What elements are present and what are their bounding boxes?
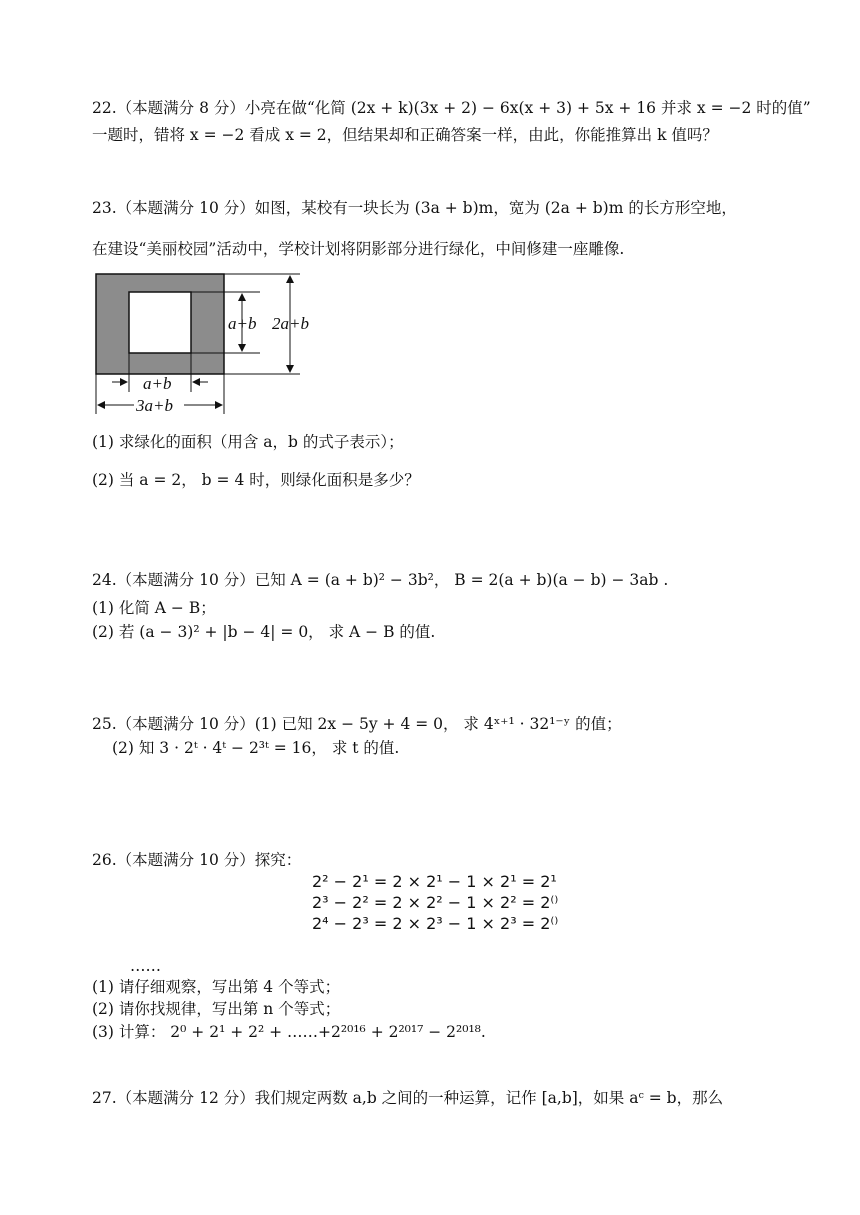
q26-eq1: 2² − 2¹ = 2 × 2¹ − 1 × 2¹ = 2¹: [312, 872, 557, 891]
q23-part1: (1) 求绿化的面积（用含 a，b 的式子表示）；: [92, 433, 404, 451]
q26-eq3: 2⁴ − 2³ = 2 × 2³ − 1 × 2³ = 2⁽⁾: [312, 914, 559, 933]
q24-part1: (1) 化简 A − B；: [92, 599, 216, 617]
q26-eq2: 2³ − 2² = 2 × 2² − 1 × 2² = 2⁽⁾: [312, 893, 559, 912]
q24-line1: 24.（本题满分 10 分）已知 A = (a + b)² − 3b²， B = 2(a + b)(a − b) − 3ab .: [92, 571, 669, 589]
q27-line1: 27.（本题满分 12 分）我们规定两数 a,b 之间的一种运算，记作 [a,b]，如果 aᶜ = b，那么: [92, 1089, 724, 1107]
q26-line1: 26.（本题满分 10 分）探究：: [92, 851, 302, 869]
q24-part2: (2) 若 (a − 3)² + |b − 4| = 0， 求 A − B 的值.: [92, 623, 436, 641]
q23-line1: 23.（本题满分 10 分）如图，某校有一块长为 (3a + b)m，宽为 (2a + b)m 的长方形空地，: [92, 199, 737, 217]
q22-line1: 22.（本题满分 8 分）小亮在做“化简 (2x + k)(3x + 2) − 6x(x + 3) + 5x + 16 并求 x = −2 时的值”: [92, 99, 811, 117]
label-inner-height: a+b: [228, 314, 257, 333]
label-total-width: 3a+b: [136, 396, 173, 415]
label-inner-width: a+b: [143, 374, 172, 393]
q26-part3: (3) 计算： 2⁰ + 2¹ + 2² + ……+2²⁰¹⁶ + 2²⁰¹⁷ − 2²⁰¹⁸.: [92, 1023, 486, 1041]
q26-dots: ……: [130, 957, 161, 975]
label-total-height: 2a+b: [272, 314, 309, 333]
q25-line1: 25.（本题满分 10 分）(1) 已知 2x − 5y + 4 = 0， 求 4ˣ⁺¹ · 32¹⁻ʸ 的值；: [92, 715, 622, 733]
q26-part1: (1) 请仔细观察，写出第 4 个等式；: [92, 978, 341, 996]
q22-line2: 一题时，错将 x = −2 看成 x = 2，但结果却和正确答案一样，由此，你能推算出 k 值吗？: [92, 126, 718, 144]
q23-figure: [92, 266, 332, 416]
q25-part2: (2) 知 3 · 2ᵗ · 4ᵗ − 2³ᵗ = 16， 求 t 的值.: [112, 739, 400, 757]
statue-area: [129, 292, 191, 353]
q26-part2: (2) 请你找规律，写出第 n 个等式；: [92, 1000, 341, 1018]
q23-line2: 在建设“美丽校园”活动中，学校计划将阴影部分进行绿化，中间修建一座雕像.: [92, 240, 625, 258]
q23-part2: (2) 当 a = 2， b = 4 时，则绿化面积是多少？: [92, 471, 420, 489]
